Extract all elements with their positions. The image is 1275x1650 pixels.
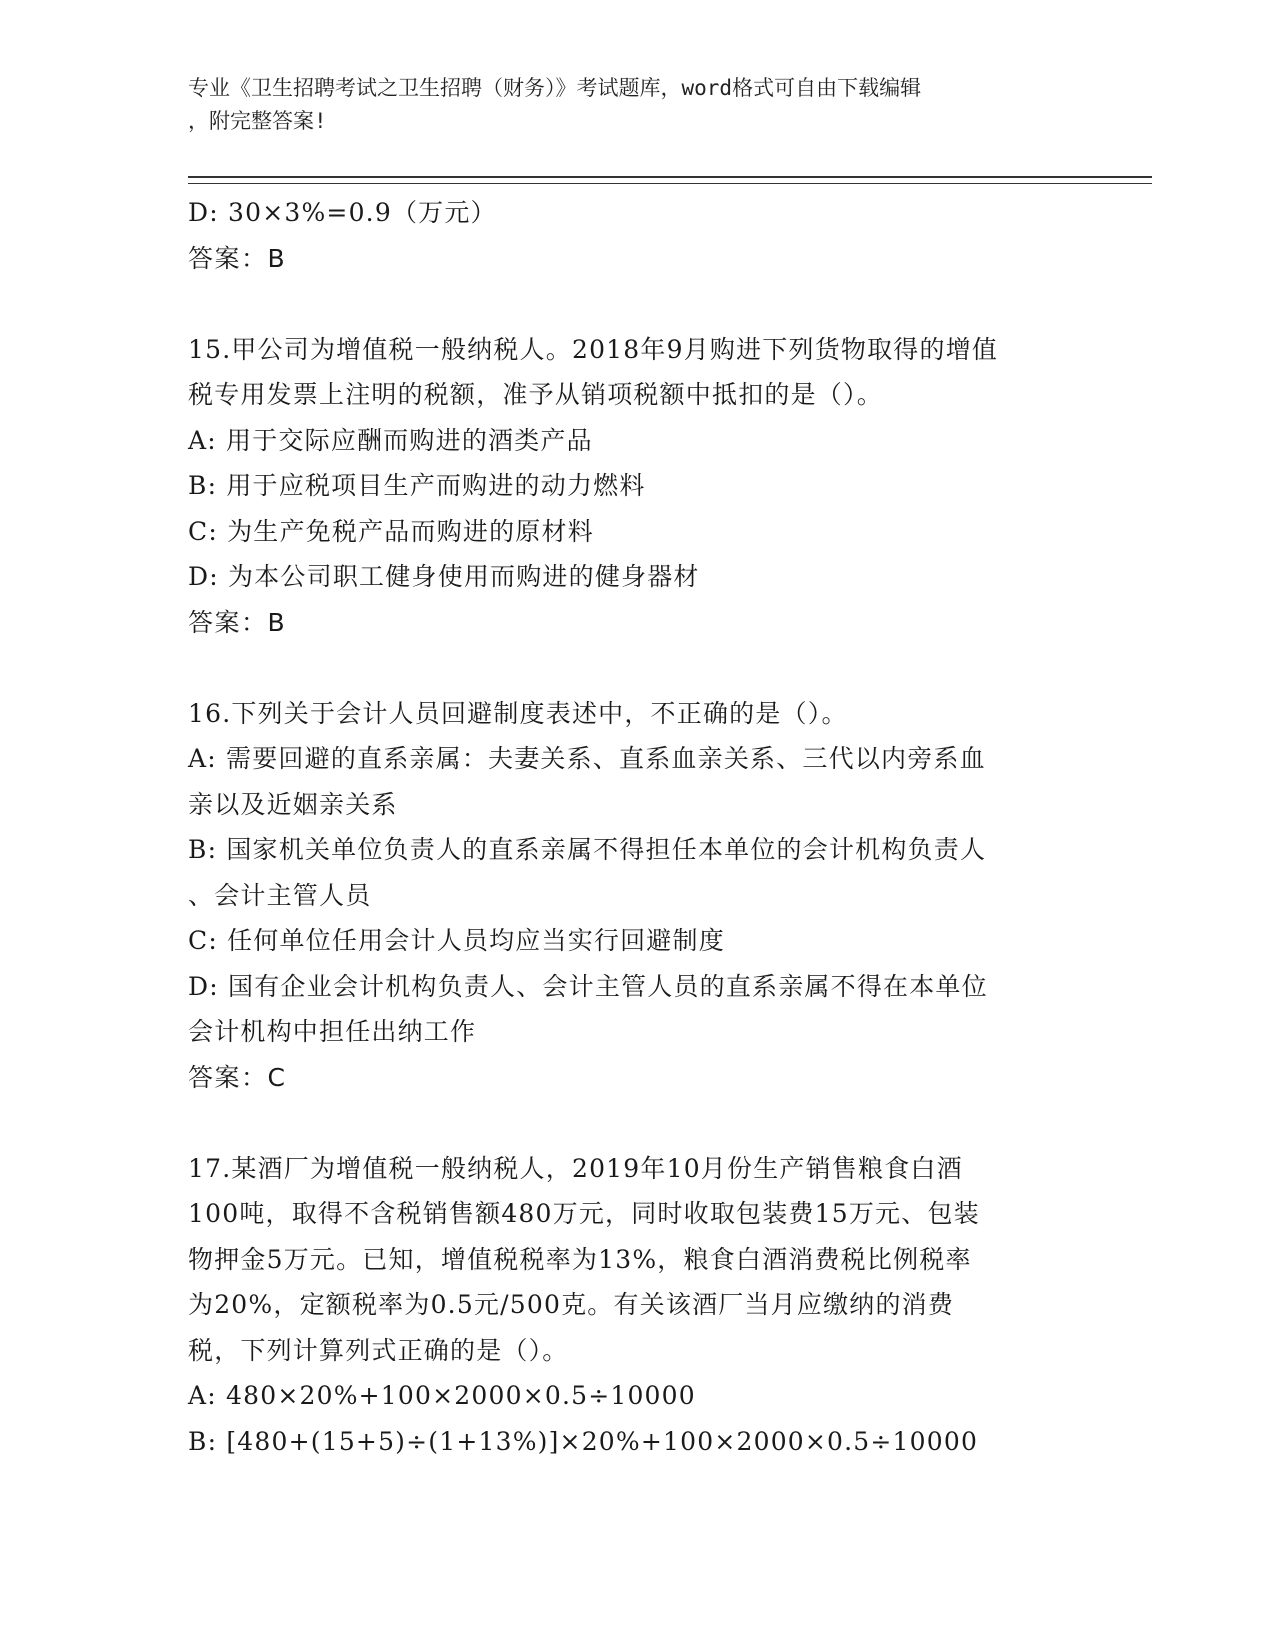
header-divider [188,176,1152,178]
option-a: A: 480×20%+100×2000×0.5÷10000 [188,1381,696,1410]
option-d-cont: 会计机构中担任出纳工作 [188,1017,477,1046]
question-stem-cont: 税专用发票上注明的税额，准予从销项税额中抵扣的是（）。 [188,380,883,409]
header-divider-thin [188,183,1152,184]
option-d: D: 为本公司职工健身使用而购进的健身器材 [188,562,700,591]
question-15 [188,327,1088,646]
spacer [188,281,1088,327]
question-stem-cont: 为20%，定额税率为0.5元/500克。有关该酒厂当月应缴纳的消费 [188,1290,955,1319]
question-16 [188,691,1088,1101]
option-b: B: [480+(15+5)÷(1+13%)]×20%+100×2000×0.5÷10000 [188,1426,979,1456]
question-14-tail [188,190,1088,281]
option-b: B: 国家机关单位负责人的直系亲属不得担任本单位的会计机构负责人 [188,835,987,864]
header-line-1: 专业《卫生招聘考试之卫生招聘（财务）》考试题库，word格式可自由下载编辑 [188,76,922,100]
option-a: A: 需要回避的直系亲属：夫妻关系、直系血亲关系、三代以内旁系血 [188,744,986,773]
header-line-2: ，附完整答案! [188,109,327,133]
answer: 答案：B [188,243,287,273]
document-body [188,190,1088,1464]
answer: 答案：C [188,1062,287,1092]
question-stem: 15.甲公司为增值税一般纳税人。2018年9月购进下列货物取得的增值 [188,334,999,364]
option-d: D: 30×3%=0.9（万元） [188,198,497,227]
question-stem: 16.下列关于会计人员回避制度表述中，不正确的是（）。 [188,698,848,728]
question-stem-cont: 100吨，取得不含税销售额480万元，同时收取包装费15万元、包装 [188,1199,980,1228]
question-17 [188,1146,1088,1465]
option-c: C: 为生产免税产品而购进的原材料 [188,516,594,546]
document-header [188,72,1068,138]
spacer [188,1100,1088,1146]
option-d: D: 国有企业会计机构负责人、会计主管人员的直系亲属不得在本单位 [188,971,988,1001]
spacer [188,645,1088,691]
question-stem: 17.某酒厂为增值税一般纳税人，2019年10月份生产销售粮食白酒 [188,1153,963,1183]
option-c: C: 任何单位任用会计人员均应当实行回避制度 [188,926,725,955]
option-a: A: 用于交际应酬而购进的酒类产品 [188,425,593,455]
option-b-cont: 、会计主管人员 [188,880,372,910]
answer: 答案：B [188,607,287,637]
question-stem-cont: 物押金5万元。已知，增值税税率为13%，粮食白酒消费税比例税率 [188,1244,972,1274]
option-a-cont: 亲以及近姻亲关系 [188,789,398,819]
option-b: B: 用于应税项目生产而购进的动力燃料 [188,471,646,500]
question-stem-cont: 税，下列计算列式正确的是（）。 [188,1335,569,1365]
